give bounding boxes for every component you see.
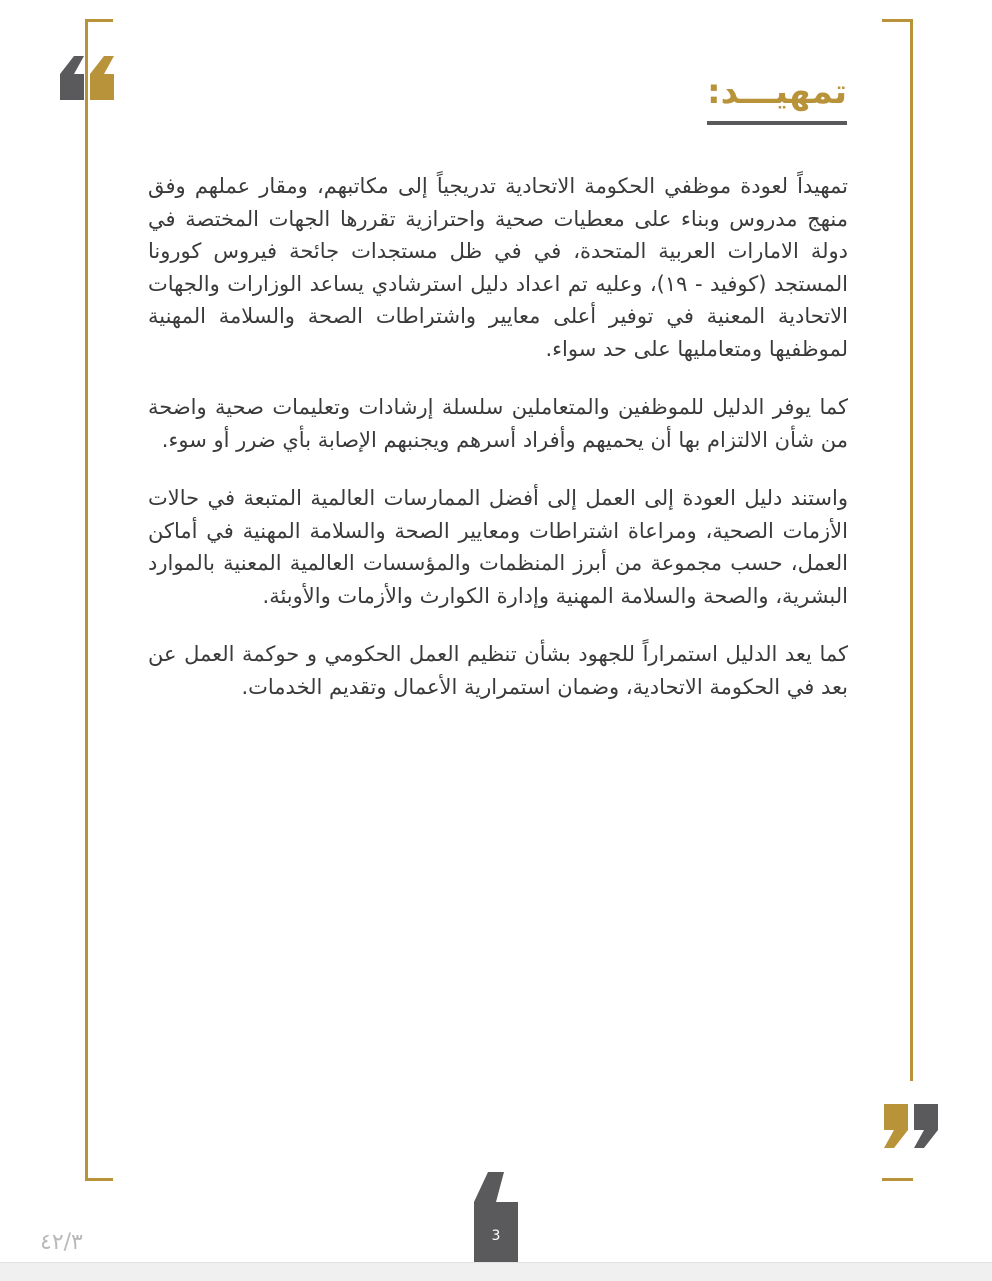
page-title: تمهيـــد: <box>707 72 847 112</box>
left-bracket-top <box>85 19 113 22</box>
paragraph-3: واستند دليل العودة إلى العمل إلى أفضل الممارسات العالمية المتبعة في حالات الأزمات الصحية، ومراعاة اشتراطات ومعايير الصحة والسلامة المهنية في أماكن العمل، حسب مجموعة من أبرز المنظمات والمؤسسات العالمية المعنية بالموارد البشرية، والصحة والسلامة المهنية وإدارة الكوارث والأزمات والأوبئة. <box>148 486 848 608</box>
right-bracket-top <box>882 19 913 22</box>
title-underline <box>707 121 847 125</box>
left-bracket-line <box>85 19 88 1181</box>
paragraph-4: كما يعد الدليل استمراراً للجهود بشأن تنظيم العمل الحكومي و حوكمة العمل عن بعد في الحكومة الاتحادية، وضمان استمرارية الأعمال وتقديم الخدمات. <box>148 642 848 699</box>
paragraph-1: تمهيداً لعودة موظفي الحكومة الاتحادية تدريجياً إلى مكاتبهم، ومقار عملهم وفق منهج مدروس وبناء على معطيات صحية واحترازية تقررها الجهات المختصة في دولة الامارات العربية المتحدة، في في ظل مستجدات جائحة فيروس كورونا المستجد (كوفيد - ١٩)، وعليه تم اعداد دليل استرشادي يساعد الوزارات والجهات الاتحادية المعنية في توفير أعلى معايير واشتراطات الصحة والسلامة المهنية لموظفيها ومتعامليها على حد سواء. <box>148 174 848 361</box>
page-number-badge <box>474 1172 518 1262</box>
right-bracket-line <box>910 19 913 1081</box>
paragraph-2: كما يوفر الدليل للموظفين والمتعاملين سلسلة إرشادات وتعليمات صحية واضحة من شأن الالتزام بها أن يحميهم وأفراد أسرهم ويجنبهم الإصابة بأي ضرر أو سوء. <box>148 395 848 452</box>
page-number: 3 <box>491 1228 501 1244</box>
body-text <box>148 170 848 729</box>
bottom-bar <box>0 1262 992 1281</box>
open-quote-icon <box>60 56 116 104</box>
close-quote-icon <box>884 1100 940 1148</box>
page-count: ٤٢/٣ <box>40 1230 83 1255</box>
right-bracket-bottom <box>882 1178 913 1181</box>
left-bracket-bottom <box>85 1178 113 1181</box>
